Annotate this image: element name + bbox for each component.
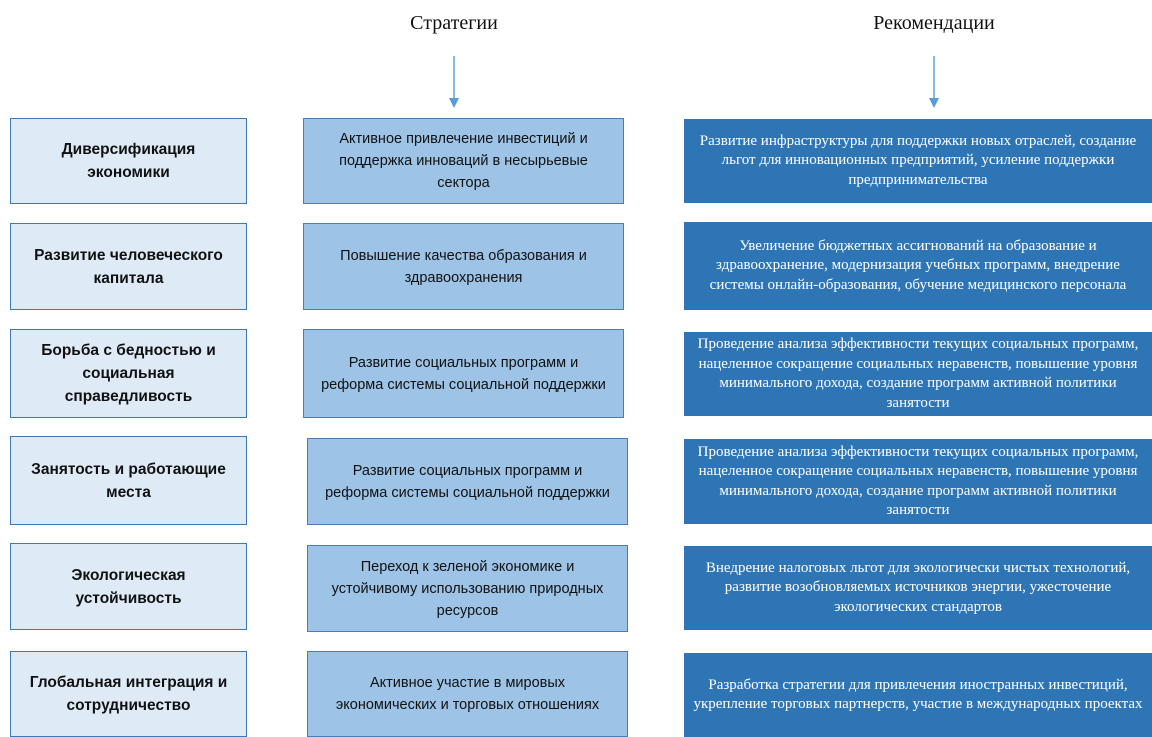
area-box <box>10 329 247 418</box>
area-label: Глобальная интеграция и сотрудничество <box>29 674 228 714</box>
strategy-label: Активное привлечение инвестиций и поддержка инноваций в несырьевые сектора <box>339 131 588 191</box>
recommendation-label: Проведение анализа эффективности текущих социальных программ, нацеленное сокращение социальных неравенств, повышение уровня минимального дохода, создание программ активной политики занятости <box>697 336 1139 411</box>
area-box <box>10 651 247 737</box>
strategy-box <box>307 545 628 632</box>
area-label: Диверсификация экономики <box>61 141 196 181</box>
strategy-box <box>307 651 628 737</box>
strategy-label: Активное участие в мировых экономических и торговых отношениях <box>335 675 600 713</box>
recommendation-label: Развитие инфраструктуры для поддержки новых отраслей, создание льгот для инновационных предприятий, усиление поддержки предпринимательства <box>699 132 1137 188</box>
down-arrow-icon <box>448 56 460 108</box>
area-label: Экологическая устойчивость <box>71 566 186 607</box>
recommendation-label: Проведение анализа эффективности текущих социальных программ, нацеленное сокращение социальных неравенств, повышение уровня минимального дохода, создание программ активной политики занятости <box>697 443 1139 518</box>
down-arrow-icon <box>928 56 940 108</box>
area-label: Развитие человеческого капитала <box>34 246 223 287</box>
recommendation-box <box>684 546 1152 630</box>
recommendation-label: Увеличение бюджетных ассигнований на образование и здравоохранение, модернизация учебных программ, внедрение системы онлайн-образования, обучение медицинского персонала <box>709 237 1127 293</box>
strategy-label: Повышение качества образования и здравоохранения <box>340 247 587 286</box>
recommendation-box <box>684 119 1152 203</box>
strategy-box <box>303 118 624 204</box>
strategy-box <box>303 223 624 310</box>
recommendation-box <box>684 439 1152 524</box>
recommendation-box <box>684 222 1152 310</box>
recommendation-label: Разработка стратегии для привлечения иностранных инвестиций, укрепление торговых партнерств, участие в международных проектах <box>693 676 1143 712</box>
area-box <box>10 223 247 310</box>
strategy-label: Переход к зеленой экономике и устойчивому использованию природных ресурсов <box>331 558 604 619</box>
recommendation-box <box>684 653 1152 737</box>
area-label: Борьба с бедностью и социальная справедливость <box>41 342 216 405</box>
header-recommendations: Рекомендации <box>873 12 995 34</box>
recommendation-label: Внедрение налоговых льгот для экологически чистых технологий, развитие возобновляемых источников энергии, ужесточение экологических стандартов <box>705 559 1131 615</box>
header-strategies: Стратегии <box>410 12 498 34</box>
strategy-box <box>307 438 628 525</box>
area-box <box>10 118 247 204</box>
area-box <box>10 543 247 630</box>
strategy-label: Развитие социальных программ и реформа системы социальной поддержки <box>325 462 610 501</box>
area-label: Занятость и работающие места <box>31 460 226 501</box>
recommendation-box <box>684 332 1152 416</box>
strategy-box <box>303 329 624 418</box>
area-box <box>10 436 247 525</box>
strategy-label: Развитие социальных программ и реформа системы социальной поддержки <box>321 354 606 393</box>
